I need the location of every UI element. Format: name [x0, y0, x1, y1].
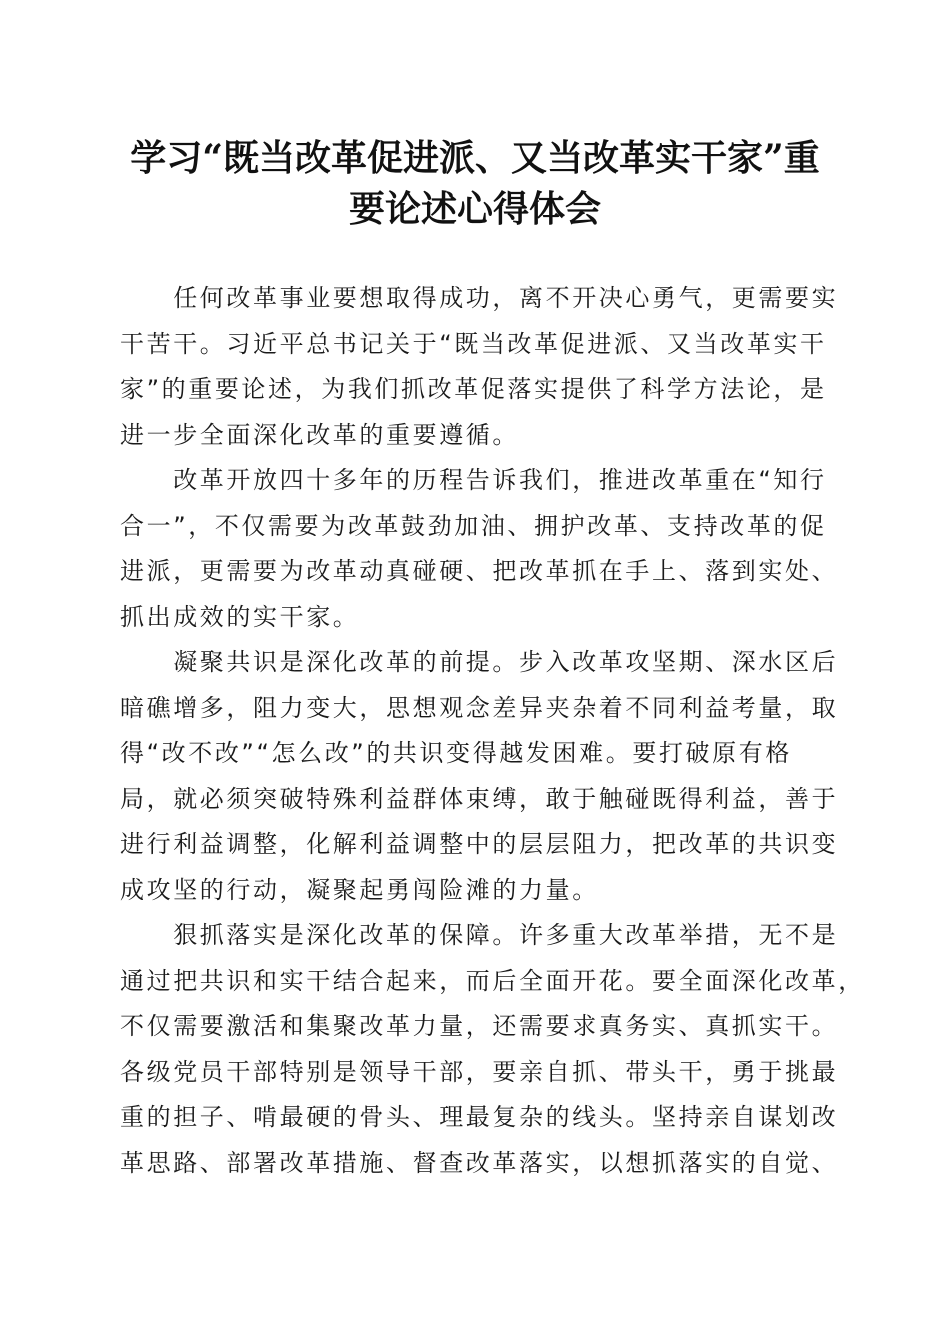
document-title	[110, 133, 840, 235]
text-line: 不仅需要激活和集聚改革力量，还需要求真务实、真抓实干。	[120, 1012, 839, 1040]
text-line: 暗礁增多，阻力变大，思想观念差异夹杂着不同利益考量，取	[120, 693, 839, 722]
text-line: 进派，更需要为改革动真碰硬、把改革抓在手上、落到实处、	[120, 557, 839, 585]
text-line: 各级党员干部特别是领导干部，要亲自抓、带头干，勇于挑最	[120, 1057, 839, 1086]
text-line: 合一”，不仅需要为改革鼓劲加油、拥护改革、支持改革的促	[120, 511, 827, 540]
text-line: 干苦干。习近平总书记关于“既当改革促进派、又当改革实干	[120, 329, 827, 358]
text-line: 革思路、部署改革措施、督查改革落实，以想抓落实的自觉、	[120, 1148, 839, 1177]
document-body	[120, 276, 865, 1186]
text-line: 进行利益调整，化解利益调整中的层层阻力，把改革的共识变	[120, 830, 839, 858]
text-line: 局，就必须突破特殊利益群体束缚，敢于触碰既得利益，善于	[120, 784, 839, 813]
text-line: 任何改革事业要想取得成功，离不开决心勇气，更需要实	[120, 284, 839, 312]
text-line: 家”的重要论述，为我们抓改革促落实提供了科学方法论，是	[120, 375, 827, 403]
text-line: 成攻坚的行动，凝聚起勇闯险滩的力量。	[120, 875, 599, 904]
text-line: 进一步全面深化改革的重要遵循。	[120, 420, 519, 449]
title-line: 要论述心得体会	[348, 188, 601, 230]
text-line: 得“改不改”“怎么改”的共识变得越发困难。要打破原有格	[120, 739, 792, 767]
text-line: 改革开放四十多年的历程告诉我们，推进改革重在“知行	[120, 466, 827, 494]
paragraph-1	[120, 276, 839, 458]
text-line: 抓出成效的实干家。	[120, 602, 360, 631]
paragraph-2	[120, 458, 839, 640]
text-line: 凝聚共识是深化改革的前提。步入改革攻坚期、深水区后	[120, 648, 839, 676]
paragraph-4	[120, 913, 865, 1186]
text-line: 重的担子、啃最硬的骨头、理最复杂的线头。坚持亲自谋划改	[120, 1103, 839, 1131]
text-line: 狠抓落实是深化改革的保障。许多重大改革举措，无不是	[120, 921, 839, 949]
text-line: 通过把共识和实干结合起来，而后全面开花。要全面深化改革，	[120, 966, 865, 995]
title-line: 学习“既当改革促进派、又当改革实干家”重	[130, 137, 820, 179]
paragraph-3	[120, 640, 839, 913]
